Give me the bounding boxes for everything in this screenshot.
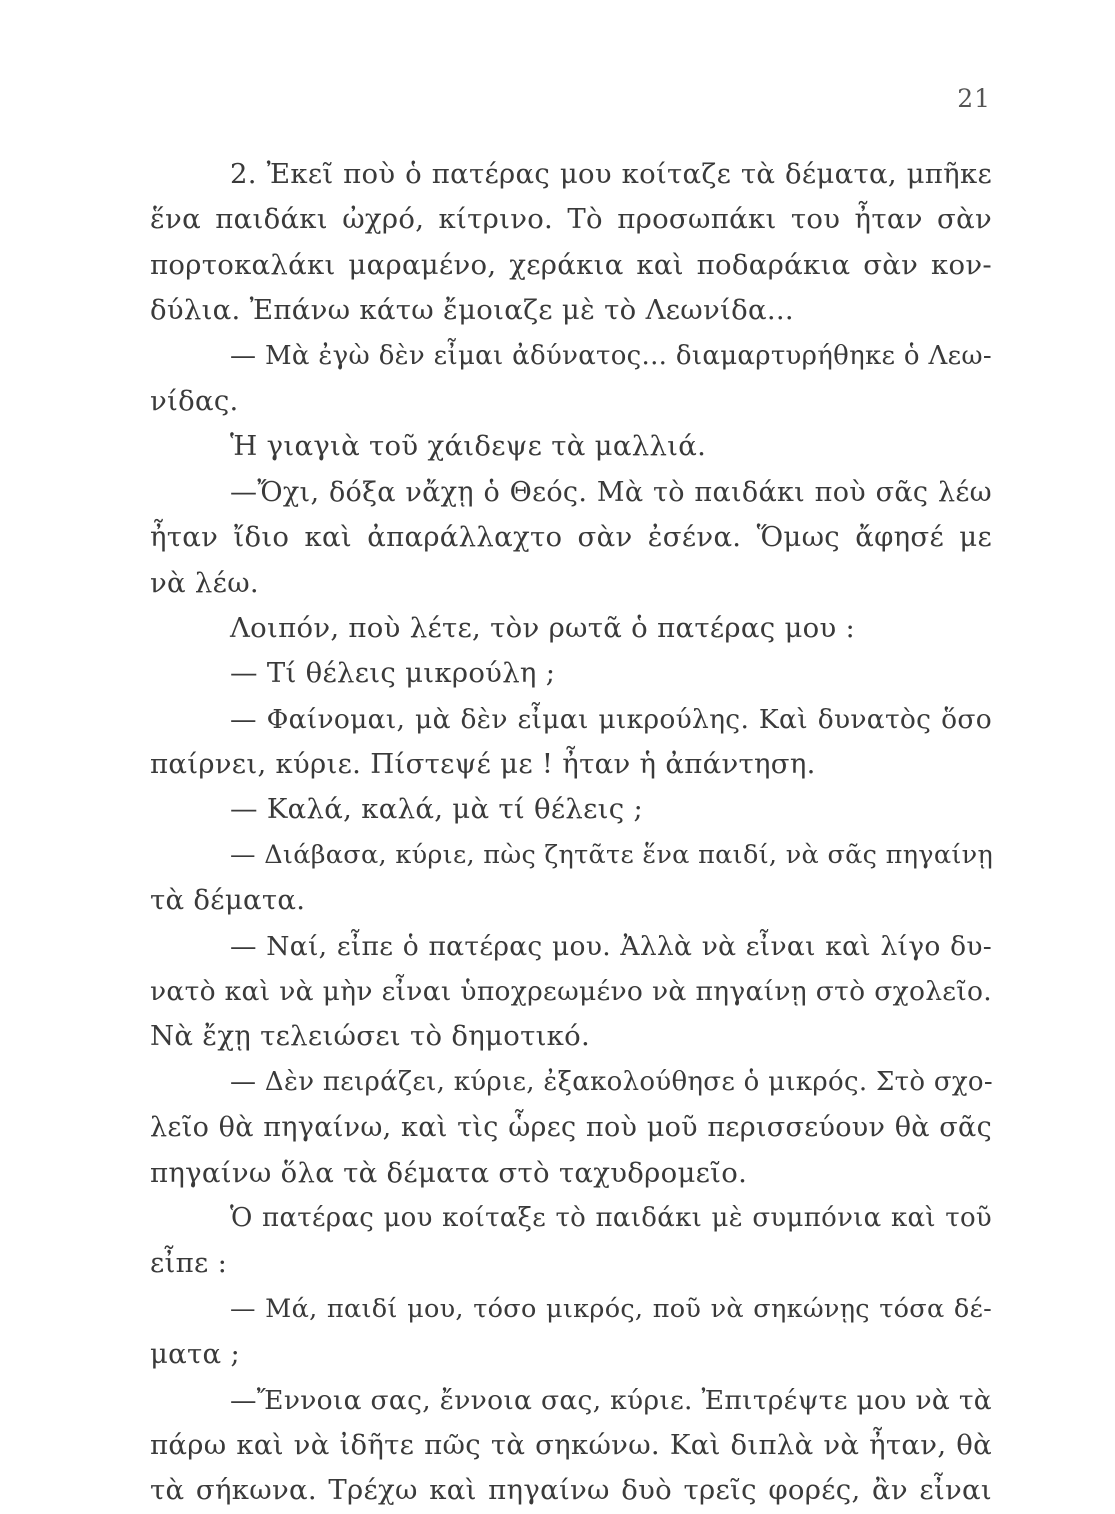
text-line: νίδας. [150, 384, 239, 417]
text-line: Νὰ ἔχῃ τελειώσει τὸ δημοτικό. [150, 1020, 591, 1053]
text-line: πάρω καὶ νὰ ἰδῆτε πῶς τὰ σηκώνω. Καὶ διπλὰ νὰ ἦταν, θὰ [150, 1428, 992, 1461]
text-line: — Μά, παιδί μου, τόσο μικρός, ποῦ νὰ σηκώνῃς τόσα δέ- [230, 1293, 992, 1324]
text-line: 2. Ἐκεῖ ποὺ ὁ πατέρας μου κοίταζε τὰ δέματα, μπῆκε [230, 158, 992, 190]
text-line: — Φαίνομαι, μὰ δὲν εἶμαι μικρούλης. Καὶ δυνατὸς ὅσο [230, 703, 992, 735]
text-line: — Μὰ ἐγὼ δὲν εἶμαι ἀδύνατος... διαμαρτυρήθηκε ὁ Λεω- [230, 340, 992, 371]
text-line: λεῖο θὰ πηγαίνω, καὶ τὶς ὧρες ποὺ μοῦ περισσεύουν θὰ σᾶς [150, 1112, 992, 1144]
text-line: πορτοκαλάκι μαραμένο, χεράκια καὶ ποδαράκια σὰν κον- [150, 248, 992, 281]
text-line: παίρνει, κύριε. Πίστεψέ με ! ἦταν ἡ ἀπάντηση. [150, 748, 816, 781]
page-number: 21 [957, 84, 991, 113]
text-line: — Ναί, εἶπε ὁ πατέρας μου. Ἀλλὰ νὰ εἶναι καὶ λίγο δυ- [230, 930, 992, 962]
text-line: πηγαίνω ὅλα τὰ δέματα στὸ ταχυδρομεῖο. [150, 1156, 748, 1189]
page-text [150, 152, 992, 1514]
text-line: τὰ δέματα. [150, 884, 306, 917]
text-line: εἶπε : [150, 1247, 228, 1280]
text-line: — Καλά, καλά, μὰ τί θέλεις ; [230, 793, 644, 826]
text-line: Ὁ πατέρας μου κοίταξε τὸ παιδάκι μὲ συμπόνια καὶ τοῦ [230, 1202, 992, 1233]
text-line: ἦταν ἴδιο καὶ ἀπαράλλαχτο σὰν ἐσένα. Ὅμως ἄφησέ με [150, 521, 992, 554]
text-line: ματα ; [150, 1338, 241, 1371]
text-line: —Ὄχι, δόξα νἄχῃ ὁ Θεός. Μὰ τὸ παιδάκι ποὺ σᾶς λέω [230, 476, 992, 508]
text-line: ἕνα παιδάκι ὠχρό, κίτρινο. Τὸ προσωπάκι του ἦταν σὰν [150, 203, 992, 236]
text-line: — Διάβασα, κύριε, πὼς ζητᾶτε ἕνα παιδί, νὰ σᾶς πηγαίνῃ [230, 839, 994, 870]
text-line: δύλια. Ἐπάνω κάτω ἔμοιαζε μὲ τὸ Λεωνίδα... [150, 294, 794, 327]
text-line: — Τί θέλεις μικρούλη ; [230, 657, 556, 690]
text-line: νὰ λέω. [150, 566, 259, 599]
text-line: — Δὲν πειράζει, κύριε, ἐξακολούθησε ὁ μικρός. Στὸ σχο- [230, 1066, 993, 1097]
text-line: Λοιπόν, ποὺ λέτε, τὸν ρωτᾶ ὁ πατέρας μου : [230, 611, 856, 644]
text-line: τὰ σήκωνα. Τρέχω καὶ πηγαίνω δυὸ τρεῖς φορές, ἂν εἶναι [150, 1474, 992, 1507]
text-line: Ἡ γιαγιὰ τοῦ χάιδεψε τὰ μαλλιά. [230, 430, 707, 463]
text-line: νατὸ καὶ νὰ μὴν εἶναι ὑποχρεωμένο νὰ πηγαίνῃ στὸ σχολεῖο. [150, 976, 992, 1008]
text-line: —Ἔννοια σας, ἔννοια σας, κύριε. Ἐπιτρέψτε μου νὰ τὰ [230, 1384, 992, 1416]
